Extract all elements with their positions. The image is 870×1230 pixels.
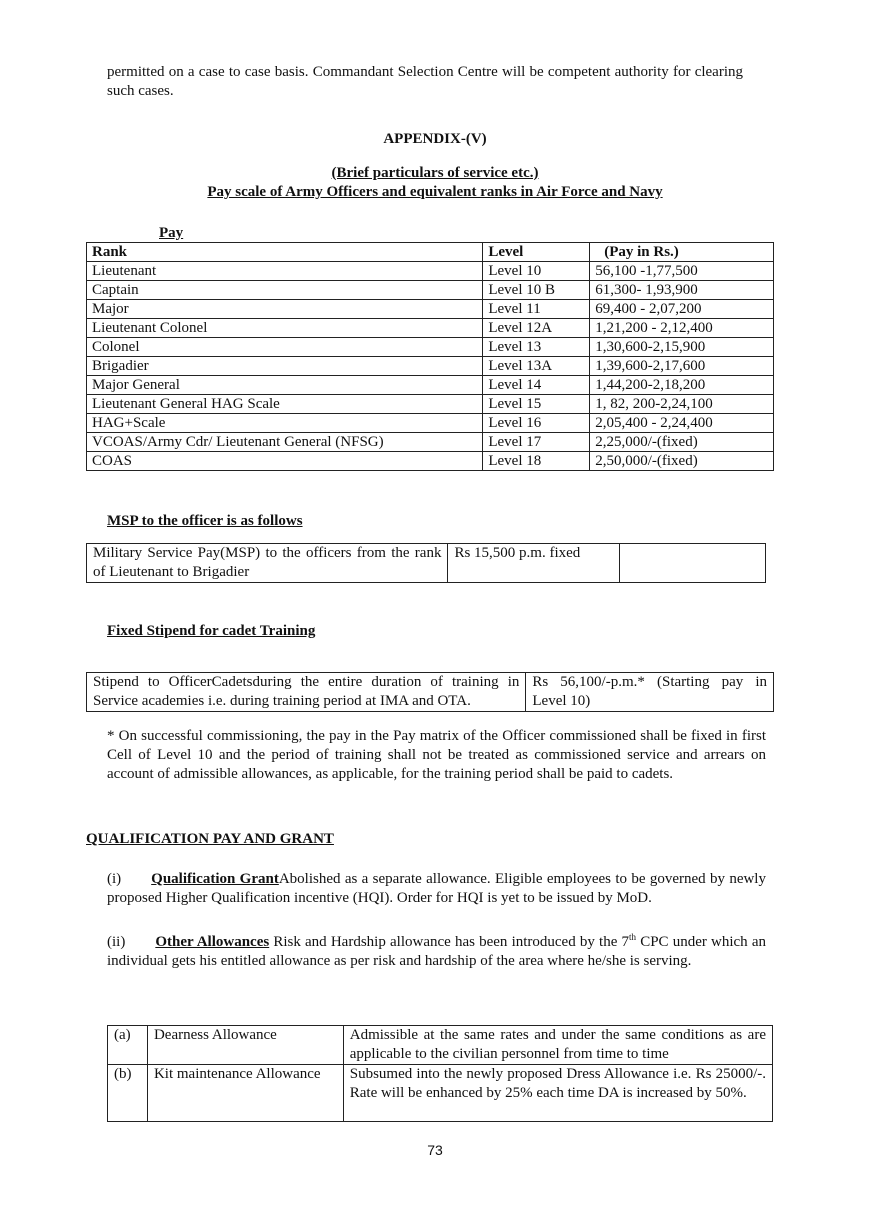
item-other-allowances bbox=[107, 933, 766, 971]
rank-cell: Major General bbox=[87, 376, 483, 395]
pay-cell: 2,25,000/-(fixed) bbox=[590, 433, 774, 452]
pay-cell: 69,400 - 2,07,200 bbox=[590, 300, 774, 319]
rank-cell: Lieutenant General HAG Scale bbox=[87, 395, 483, 414]
level-cell: Level 12A bbox=[483, 319, 590, 338]
pay-cell: 56,100 -1,77,500 bbox=[590, 262, 774, 281]
pay-cell: 1,44,200-2,18,200 bbox=[590, 376, 774, 395]
rank-cell: Lieutenant bbox=[87, 262, 483, 281]
pay-cell: 1,21,200 - 2,12,400 bbox=[590, 319, 774, 338]
superscript-th: th bbox=[629, 932, 637, 942]
item-text: Abolished as a separate allowance. Eligible employees to be governed by newly proposed Higher Qualification incentive (HQI). Order for HQI is yet to be issued by MoD. bbox=[107, 871, 766, 906]
table-row bbox=[87, 300, 774, 319]
msp-amount: Rs 15,500 p.m. fixed bbox=[448, 544, 620, 583]
level-cell: Level 10 B bbox=[483, 281, 590, 300]
item-title: Other Allowances bbox=[155, 934, 270, 950]
rank-cell: Major bbox=[87, 300, 483, 319]
table-row bbox=[87, 414, 774, 433]
stipend-heading: Fixed Stipend for cadet Training bbox=[107, 623, 316, 639]
header-pay: (Pay in Rs.) bbox=[590, 243, 774, 262]
pay-cell: 1,30,600-2,15,900 bbox=[590, 338, 774, 357]
allowance-table bbox=[107, 1025, 773, 1122]
level-cell: Level 13A bbox=[483, 357, 590, 376]
level-cell: Level 11 bbox=[483, 300, 590, 319]
item-text-before: Risk and Hardship allowance has been introduced by the 7 bbox=[269, 934, 630, 950]
allowance-name: Dearness Allowance bbox=[147, 1026, 343, 1065]
level-cell: Level 16 bbox=[483, 414, 590, 433]
level-cell: Level 15 bbox=[483, 395, 590, 414]
item-qualification-grant bbox=[107, 870, 766, 908]
rank-cell: COAS bbox=[87, 452, 483, 471]
level-cell: Level 10 bbox=[483, 262, 590, 281]
qualification-heading: QUALIFICATION PAY AND GRANT bbox=[86, 831, 334, 847]
allowance-description: Subsumed into the newly proposed Dress Allowance i.e. Rs 25000/-. Rate will be enhanced by 25% each time DA is increased by 50%. bbox=[343, 1065, 772, 1122]
item-text-after: CPC under which an individual gets his entitled allowance as per risk and hardship of the area where he/she is serving. bbox=[107, 934, 766, 969]
item-title: Qualification Grant bbox=[151, 871, 279, 887]
intro-paragraph: permitted on a case to case basis. Commandant Selection Centre will be competent authority for clearing such cases. bbox=[107, 64, 743, 99]
msp-table bbox=[86, 543, 766, 583]
pay-cell: 61,300- 1,93,900 bbox=[590, 281, 774, 300]
table-row bbox=[108, 1026, 773, 1065]
level-cell: Level 18 bbox=[483, 452, 590, 471]
table-row bbox=[87, 319, 774, 338]
header-level: Level bbox=[483, 243, 590, 262]
pay-table-header bbox=[87, 243, 774, 262]
allowance-index: (a) bbox=[108, 1026, 148, 1065]
table-row bbox=[87, 338, 774, 357]
table-row bbox=[87, 433, 774, 452]
msp-empty-cell bbox=[620, 544, 766, 583]
header-rank: Rank bbox=[87, 243, 483, 262]
msp-description: Military Service Pay(MSP) to the officers from the rank of Lieutenant to Brigadier bbox=[87, 544, 448, 583]
rank-cell: VCOAS/Army Cdr/ Lieutenant General (NFSG) bbox=[87, 433, 483, 452]
allowance-index: (b) bbox=[108, 1065, 148, 1122]
stipend-table bbox=[86, 672, 774, 712]
allowance-description: Admissible at the same rates and under the same conditions as are applicable to the civilian personnel from time to time bbox=[343, 1026, 772, 1065]
allowance-name: Kit maintenance Allowance bbox=[147, 1065, 343, 1122]
table-row bbox=[87, 357, 774, 376]
stipend-amount: Rs 56,100/-p.m.* (Starting pay in Level 10) bbox=[526, 673, 774, 712]
item-number: (i) bbox=[107, 871, 122, 887]
table-row bbox=[87, 281, 774, 300]
table-row bbox=[87, 452, 774, 471]
msp-heading: MSP to the officer is as follows bbox=[107, 513, 303, 529]
table-row bbox=[87, 395, 774, 414]
table-row bbox=[87, 673, 774, 712]
subtitle-pay-scale: Pay scale of Army Officers and equivalent ranks in Air Force and Navy bbox=[207, 184, 663, 200]
page-number: 73 bbox=[427, 1142, 443, 1158]
rank-cell: Captain bbox=[87, 281, 483, 300]
rank-cell: Brigadier bbox=[87, 357, 483, 376]
table-row bbox=[87, 262, 774, 281]
item-number: (ii) bbox=[107, 934, 126, 950]
subtitle-brief: (Brief particulars of service etc.) bbox=[331, 165, 539, 181]
level-cell: Level 17 bbox=[483, 433, 590, 452]
pay-table bbox=[86, 242, 774, 471]
footnote: * On successful commissioning, the pay in the Pay matrix of the Officer commissioned shall be fixed in first Cell of Level 10 and the period of training shall not be treated as commissioned service and arrears on account of admissible allowances, as applicable, for the training period shall be paid to cadets. bbox=[107, 728, 766, 782]
table-row bbox=[108, 1065, 773, 1122]
stipend-description: Stipend to OfficerCadetsduring the entire duration of training in Service academies i.e. during training period at IMA and OTA. bbox=[87, 673, 526, 712]
pay-label: Pay bbox=[159, 225, 184, 241]
table-row bbox=[87, 544, 766, 583]
rank-cell: Colonel bbox=[87, 338, 483, 357]
table-row bbox=[87, 376, 774, 395]
rank-cell: Lieutenant Colonel bbox=[87, 319, 483, 338]
pay-cell: 1,39,600-2,17,600 bbox=[590, 357, 774, 376]
pay-cell: 2,05,400 - 2,24,400 bbox=[590, 414, 774, 433]
pay-cell: 1, 82, 200-2,24,100 bbox=[590, 395, 774, 414]
level-cell: Level 13 bbox=[483, 338, 590, 357]
level-cell: Level 14 bbox=[483, 376, 590, 395]
pay-cell: 2,50,000/-(fixed) bbox=[590, 452, 774, 471]
rank-cell: HAG+Scale bbox=[87, 414, 483, 433]
appendix-title: APPENDIX-(V) bbox=[383, 131, 487, 147]
